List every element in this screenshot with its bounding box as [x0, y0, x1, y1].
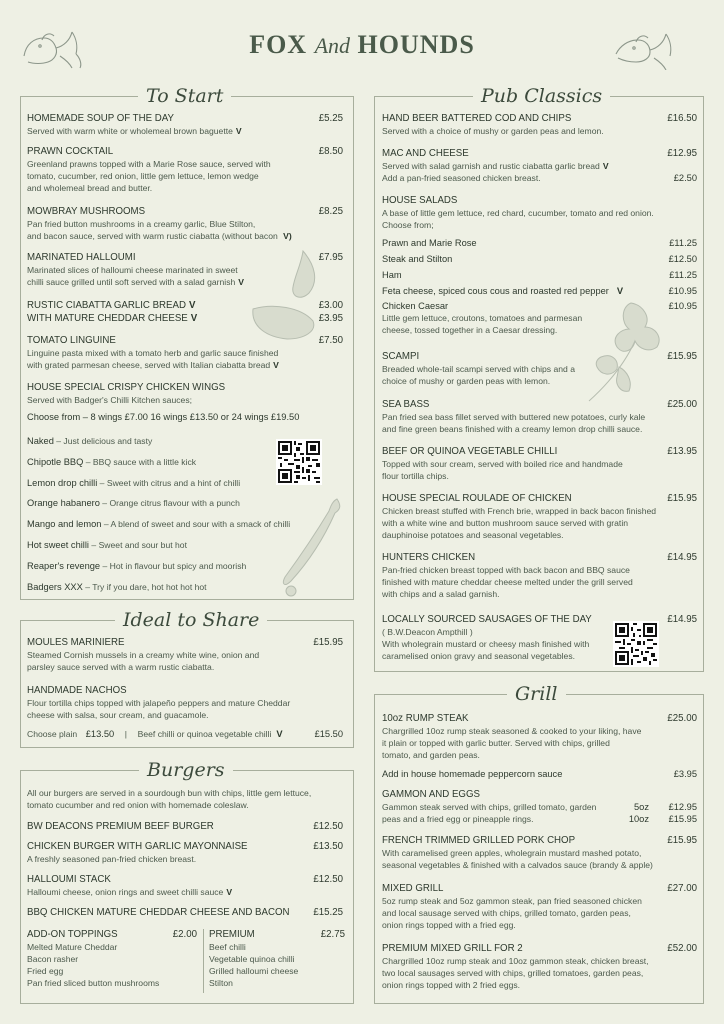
option-name: Steak and Stilton	[382, 254, 453, 264]
item-price: £52.00	[667, 943, 697, 954]
item-name: HAND BEER BATTERED COD AND CHIPS	[382, 113, 572, 124]
menu-item-chilli	[382, 446, 697, 482]
option-name: Ham	[382, 270, 402, 280]
item-name: HOUSE SALADS	[382, 195, 458, 206]
menu-item-halloumi-stack	[27, 874, 343, 898]
option-price: £10.95	[668, 301, 697, 311]
premium-toppings	[209, 929, 345, 989]
item-desc: flour tortilla chips.	[382, 471, 449, 481]
option-beef: Beef chilli or quinoa vegetable chilli	[137, 729, 272, 739]
item-name: MARINATED HALLOUMI	[27, 252, 136, 263]
menu-item-pork-chop	[382, 835, 697, 871]
menu-item-premium-mixed-grill	[382, 943, 697, 991]
item-desc: With wholegrain mustard or cheesy mash finished with	[382, 639, 590, 649]
separator: |	[124, 729, 128, 739]
item-name: HALLOUMI STACK	[27, 874, 111, 885]
burgers-section	[20, 759, 354, 1004]
item-name: MOWBRAY MUSHROOMS	[27, 206, 146, 217]
salad-option-prawn	[382, 237, 697, 249]
item-desc: two local sausages served with chips, grilled tomatoes, garden peas,	[382, 968, 644, 978]
size-option: 5oz	[634, 802, 649, 812]
item-desc: A base of little gem lettuce, red chard, cucumber, tomato and red onion.	[382, 208, 654, 218]
qr-code[interactable]	[613, 621, 659, 667]
item-desc: Little gem lettuce, croutons, tomatoes and parmesan	[382, 313, 583, 323]
item-price: £5.25	[318, 113, 343, 124]
menu-item-gammon	[382, 789, 697, 825]
addon-name: Add in house homemade peppercorn sauce	[382, 769, 563, 779]
item-price: £27.00	[667, 883, 697, 894]
option-price: £11.25	[669, 238, 697, 248]
topping-item: Vegetable quinoa chilli	[209, 954, 295, 964]
menu-item-hunters-chicken	[382, 552, 697, 600]
item-desc: Halloumi cheese, onion rings and sweet chilli sauce	[27, 887, 224, 897]
item-desc: Served with Badger's Chilli Kitchen sauces;	[27, 395, 193, 405]
option-price: £10.95	[668, 286, 697, 296]
item-price: £15.95	[667, 493, 697, 504]
sauce-desc: – Sweet and sour but hot	[91, 539, 187, 550]
addon-price: £3.95	[673, 769, 697, 779]
item-desc: Greenland prawns topped with a Marie Rose sauce, served with	[27, 159, 271, 169]
item-desc: With caramelised green apples, wholegrain mustard mashed potato,	[382, 848, 642, 858]
vegetarian-mark: V	[602, 161, 609, 171]
item-price: £25.00	[667, 713, 697, 724]
item-name: TOMATO LINGUINE	[27, 335, 116, 346]
menu-item-house-salads	[382, 195, 697, 231]
option-plain-price: £13.50	[85, 729, 115, 739]
sauce-name: Reaper's revenge	[27, 560, 101, 571]
topping-item: Beef chilli	[209, 942, 246, 952]
sauce-name: Lemon drop chilli	[27, 477, 98, 488]
size-option: 10oz	[628, 814, 649, 824]
vegetarian-mark: V	[226, 887, 233, 897]
option-beef-price: £15.50	[314, 729, 343, 739]
sauce-desc: – BBQ sauce with a little kick	[85, 456, 197, 467]
to-start-section	[20, 85, 354, 600]
item-desc: Pan-fried chicken breast topped with back bacon and BBQ sauce	[382, 565, 630, 575]
menu-item-beef-burger	[27, 821, 343, 833]
premium-title: PREMIUM	[209, 929, 255, 940]
burgers-intro: All our burgers are served in a sourdough bun with chips, little gem lettuce,	[27, 788, 312, 798]
item-price: £3.00	[318, 300, 343, 311]
item-desc: Linguine pasta mixed with a tomato herb and garlic sauce finished	[27, 348, 279, 358]
item-desc: and fine green beans finished with a creamy lemon drop chilli sauce.	[382, 424, 643, 434]
item-price: £7.50	[318, 335, 343, 346]
option-price: £11.25	[669, 270, 697, 280]
item-supplier: ( B.W.Deacon Ampthill )	[382, 627, 473, 637]
sauce-name: Mango and lemon	[27, 519, 102, 530]
item-name: BW DEACONS PREMIUM BEEF BURGER	[27, 821, 214, 832]
item-name: WITH MATURE CHEDDAR CHEESE	[27, 313, 188, 324]
option-name: Feta cheese, spiced cous cous and roasted red pepper	[382, 286, 609, 296]
item-desc: Breaded whole-tail scampi served with chips and a	[382, 364, 575, 374]
sauce-desc: – Just delicious and tasty	[56, 436, 153, 446]
add-on-title: ADD-ON TOPPINGS	[27, 929, 118, 940]
vegetarian-mark: V	[188, 300, 196, 311]
item-price: £15.25	[313, 907, 343, 918]
vegetarian-mark: V	[190, 313, 198, 324]
option-price: £12.50	[668, 254, 697, 264]
topping-item: Bacon rasher	[27, 954, 79, 964]
item-name: CHICKEN BURGER WITH GARLIC MAYONNAISE	[27, 841, 248, 852]
item-desc: onion rings topped with 2 fried eggs.	[382, 980, 521, 990]
garlic-sketch	[243, 247, 333, 347]
menu-item-prawn-cocktail	[27, 146, 343, 194]
nachos-options	[27, 728, 343, 740]
item-desc: dauphinoise potatoes and seasonal vegetables.	[382, 530, 564, 540]
menu-item-mushrooms	[27, 206, 343, 242]
sauce-desc: – Sweet with citrus and a hint of chilli	[99, 477, 241, 488]
menu-item-cod	[382, 113, 697, 137]
item-name: GAMMON AND EGGS	[382, 789, 480, 800]
item-name: PRAWN COCKTAIL	[27, 146, 114, 157]
size-price: £12.95	[668, 802, 697, 812]
item-desc: Add a pan-fried seasoned chicken breast.	[382, 173, 541, 183]
item-name: FRENCH TRIMMED GRILLED PORK CHOP	[382, 835, 576, 846]
vegetarian-mark: V	[273, 360, 279, 370]
vegetarian-mark: V	[616, 286, 624, 296]
sauce-name: Orange habanero	[27, 498, 100, 509]
item-name: SCAMPI	[382, 351, 420, 362]
item-name: LOCALLY SOURCED SAUSAGES OF THE DAY	[382, 614, 592, 625]
item-desc: Served with salad garnish and rustic ciabatta garlic bread	[382, 161, 600, 171]
item-desc: A freshly seasoned pan-fried chicken breast.	[27, 854, 197, 864]
topping-divider	[203, 929, 204, 993]
item-price: £8.50	[318, 146, 343, 157]
item-desc: cheese, tossed together in a Caesar dressing.	[382, 325, 558, 335]
menu-item-soup	[27, 113, 343, 137]
option-name: Chicken Caesar	[382, 301, 449, 311]
item-name: MOULES MARINIERE	[27, 637, 125, 648]
item-desc: Served with a choice of mushy or garden peas and lemon.	[382, 126, 604, 136]
add-on-price: £2.00	[172, 929, 197, 940]
item-price: £15.95	[667, 351, 697, 362]
item-price: £3.95	[318, 313, 343, 324]
item-desc: Chicken breast stuffed with French brie, wrapped in back bacon finished	[382, 506, 657, 516]
menu-item-bbq-chicken	[27, 907, 343, 919]
item-name: SEA BASS	[382, 399, 430, 410]
item-desc: Gammon steak served with chips, grilled tomato, garden	[382, 802, 597, 812]
sauce-desc: – A blend of sweet and sour with a smack of chilli	[103, 519, 291, 530]
item-desc: cheese with salsa, sour cream, and guacamole.	[27, 710, 209, 720]
item-desc: Steamed Cornish mussels in a creamy white wine, onion and	[27, 650, 260, 660]
option-plain: Choose plain	[27, 729, 78, 739]
item-desc: with chips and a salad garnish.	[382, 589, 500, 599]
vegetarian-mark: V)	[283, 231, 292, 241]
item-desc: peas and a fried egg or pineapple rings.	[382, 814, 534, 824]
item-desc: caramelised onion gravy and seasonal vegetables.	[382, 651, 576, 661]
menu-item-roulade	[382, 493, 697, 541]
topping-item: Pan fried sliced button mushrooms	[27, 978, 160, 988]
item-desc: with a white wine and button mushroom sauce served with gratin	[382, 518, 629, 528]
ideal-to-share-section	[20, 609, 354, 748]
vegetarian-mark: V	[238, 277, 244, 287]
topping-item: Grilled halloumi cheese	[209, 966, 299, 976]
sauce-name: Naked	[27, 436, 54, 446]
item-price: £14.95	[667, 614, 697, 625]
item-desc: tomato, cucumber, red onion, little gem lettuce, lemon wedge	[27, 171, 259, 181]
qr-code[interactable]	[276, 439, 322, 485]
item-desc: and wholemeal bread and butter.	[27, 183, 153, 193]
menu-item-mixed-grill	[382, 883, 697, 931]
burgers-intro: tomato cucumber and red onion with homemade coleslaw.	[27, 800, 249, 810]
item-desc: seasonal vegetables & finished with a calvados sauce (brandy & apple)	[382, 860, 653, 870]
title-fox: FOX	[249, 30, 308, 59]
item-desc: Chargrilled 10oz rump steak seasoned & cooked to your liking, have	[382, 726, 642, 736]
salad-option-steak	[382, 253, 697, 265]
item-desc: it plain or topped with garlic butter. Served with chips, grilled	[382, 738, 610, 748]
sauce-desc: – Try if you dare, hot hot hot hot	[85, 581, 207, 592]
item-name: BEEF OR QUINOA VEGETABLE CHILLI	[382, 446, 558, 457]
menu-item-rump-steak	[382, 713, 697, 761]
menu-item-moules	[27, 637, 343, 673]
herb-sketch	[581, 297, 673, 407]
sauce-name: Chipotle BBQ	[27, 456, 84, 467]
item-desc: Topped with sour cream, served with boiled rice and handmade	[382, 459, 623, 469]
item-name: PREMIUM MIXED GRILL FOR 2	[382, 943, 523, 954]
pub-classics-title: Pub Classics	[473, 85, 610, 107]
item-price: £16.50	[667, 113, 697, 124]
ideal-to-share-title: Ideal to Share	[115, 609, 267, 631]
item-name: BBQ CHICKEN MATURE CHEDDAR CHEESE AND BACON	[27, 907, 290, 918]
item-desc: parsley sauce served with a warm rustic ciabatta.	[27, 662, 215, 672]
item-name: MIXED GRILL	[382, 883, 444, 894]
menu-item-chicken-burger	[27, 841, 343, 865]
item-desc: Choose from;	[382, 220, 434, 230]
vegetarian-mark: V	[276, 729, 283, 739]
grill-section	[374, 683, 704, 1004]
item-desc: tomato, and garden peas.	[382, 750, 480, 760]
chilli-sketch	[277, 495, 347, 599]
item-desc: finished with mature cheddar cheese melted under the grill served	[382, 577, 633, 587]
item-price: £7.95	[318, 252, 343, 263]
item-price: £12.95	[667, 148, 697, 159]
grill-title: Grill	[507, 683, 566, 705]
item-desc: Flour tortilla chips topped with jalapeño peppers and mature Cheddar	[27, 698, 291, 708]
item-price: £14.95	[667, 552, 697, 563]
topping-item: Stilton	[209, 978, 233, 988]
sauce-desc: – Orange citrus flavour with a punch	[102, 498, 240, 509]
topping-item: Melted Mature Cheddar	[27, 942, 118, 952]
item-name: RUSTIC CIABATTA GARLIC BREAD	[27, 300, 186, 311]
pub-classics-section	[374, 85, 704, 672]
menu-item-nachos	[27, 685, 343, 721]
to-start-title: To Start	[138, 85, 231, 107]
item-desc: Served with warm white or wholemeal brown baguette	[27, 126, 233, 136]
sauce-desc: – Hot in flavour but spicy and moorish	[102, 560, 247, 571]
title-hounds: HOUNDS	[357, 30, 475, 59]
item-desc: with grated parmesan cheese, served with Italian ciabatta bread	[27, 360, 271, 370]
item-price: £15.95	[667, 835, 697, 846]
item-desc: and local sausage served with chips, grilled tomato, garden peas,	[382, 908, 631, 918]
item-desc: Marinated slices of halloumi cheese marinated in sweet	[27, 265, 238, 275]
burgers-title: Burgers	[139, 759, 233, 781]
item-name: HOMEMADE SOUP OF THE DAY	[27, 113, 174, 124]
item-desc: choice of mushy or garden peas with lemon.	[382, 376, 551, 386]
title-and: And	[314, 33, 351, 58]
premium-price: £2.75	[320, 929, 345, 940]
item-price: £12.50	[313, 874, 343, 885]
item-name: HOUSE SPECIAL CRISPY CHICKEN WINGS	[27, 382, 226, 393]
item-desc: Chargrilled 10oz rump steak and 10oz gammon steak, chicken breast,	[382, 956, 649, 966]
salad-option-ham	[382, 269, 697, 281]
item-desc: chilli sauce grilled until soft served with a salad garnish	[27, 277, 236, 287]
item-name: HANDMADE NACHOS	[27, 685, 127, 696]
item-price: £12.50	[313, 821, 343, 832]
item-name: HOUSE SPECIAL ROULADE OF CHICKEN	[382, 493, 572, 504]
salad-option-feta	[382, 285, 697, 297]
item-name: MAC AND CHEESE	[382, 148, 469, 159]
sauce-name: Hot sweet chilli	[27, 539, 90, 550]
item-price: £25.00	[667, 399, 697, 410]
wing-size-options: Choose from – 8 wings £7.00 16 wings £13.50 or 24 wings £19.50	[27, 412, 300, 422]
item-desc: Pan fried button mushrooms in a creamy garlic, Blue Stilton,	[27, 219, 256, 229]
hound-sketch-right	[612, 26, 678, 70]
item-name: 10oz RUMP STEAK	[382, 713, 469, 724]
option-name: Prawn and Marie Rose	[382, 238, 477, 248]
item-desc: 5oz rump steak and 5oz gammon steak, pan fried seasoned chicken	[382, 896, 642, 906]
vegetarian-mark: V	[235, 126, 242, 136]
sauce-name: Badgers XXX	[27, 581, 83, 592]
item-name: HUNTERS CHICKEN	[382, 552, 476, 563]
item-desc: and bacon sauce, served with warm rustic ciabatta (without bacon	[27, 231, 278, 241]
item-desc: onion rings topped with a fried egg.	[382, 920, 516, 930]
item-price: £8.25	[318, 206, 343, 217]
item-price: £13.50	[313, 841, 343, 852]
size-price: £15.95	[668, 814, 697, 824]
item-price: £15.95	[313, 637, 343, 648]
peppercorn-sauce-addon	[382, 768, 697, 780]
topping-item: Fried egg	[27, 966, 64, 976]
add-on-toppings	[27, 929, 197, 989]
item-desc: Pan fried sea bass fillet served with buttered new potatoes, curly kale	[382, 412, 646, 422]
menu-item-chicken-wings	[27, 382, 343, 423]
add-on-price: £2.50	[673, 173, 697, 183]
item-price: £13.95	[667, 446, 697, 457]
menu-item-mac-cheese	[382, 148, 697, 184]
